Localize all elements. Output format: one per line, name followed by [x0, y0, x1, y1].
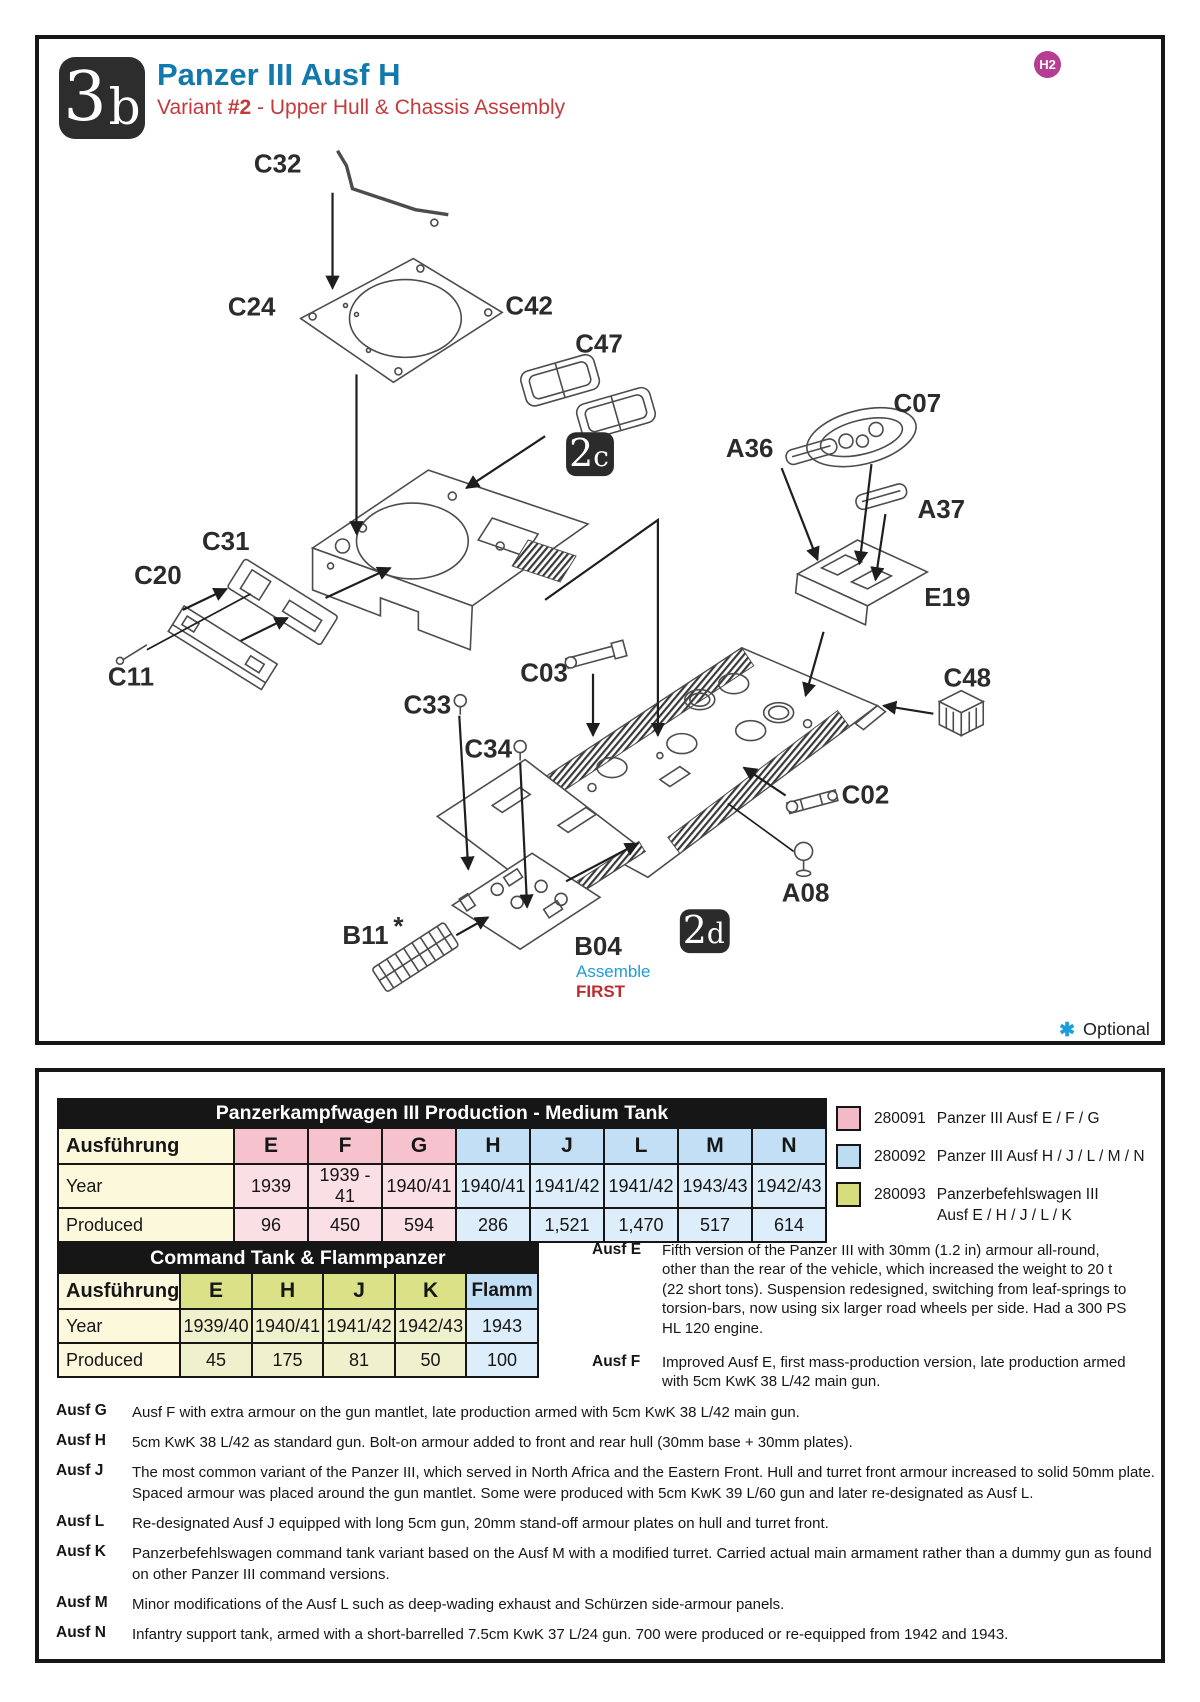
part-c33-art: [454, 695, 466, 715]
part-label-a37: A37: [917, 496, 966, 525]
step-badge-2d: [680, 908, 730, 953]
table-cell: 50: [395, 1343, 467, 1377]
part-label-c32: C32: [253, 150, 302, 179]
legend-swatch-green: [836, 1182, 861, 1207]
legend-swatch-pink: [836, 1106, 861, 1131]
legend-item: 280091 Panzer III Ausf E / F / G: [836, 1106, 1145, 1131]
part-label-c07: C07: [893, 390, 942, 419]
table-cell: 1943/43: [678, 1164, 752, 1208]
part-label-c20: C20: [134, 561, 182, 590]
info-panel: [35, 1068, 1165, 1663]
svg-text:2d: 2d: [682, 908, 725, 953]
exploded-diagram: [39, 39, 1161, 1041]
table-cell: 81: [323, 1343, 395, 1377]
step-badge-2c: [566, 431, 614, 476]
production-table-title: Panzerkampfwagen III Production - Medium Tank: [58, 1099, 826, 1128]
optional-note: Optional: [1083, 1019, 1150, 1040]
table-cell: 286: [456, 1208, 530, 1242]
part-label-a36: A36: [725, 435, 774, 464]
col-header: H: [252, 1273, 324, 1309]
part-label-c34: C34: [464, 735, 513, 764]
table-cell: 1940/41: [456, 1164, 530, 1208]
variant-note: Ausf E Fifth version of the Panzer III with 30mm (1.2 in) armour all-round, other than the rear of the vehicle, which increased the weight to 20 t (22 short tons). Suspension redesigned, switching from leaf-springs to torsion-bars, now using six larger road wheels per side. Had a 300 PS HL 120 engine.: [592, 1241, 1127, 1337]
table-cell: 1939: [234, 1164, 308, 1208]
col-header: Flamm: [466, 1273, 538, 1309]
part-c24-art: [301, 259, 503, 383]
row-label: Produced: [58, 1208, 234, 1242]
col-header: F: [308, 1128, 382, 1164]
part-c20-art: [168, 606, 277, 690]
part-label-c42: C42: [505, 292, 553, 321]
table-cell: 517: [678, 1208, 752, 1242]
variant-note: Ausf H 5cm KwK 38 L/42 as standard gun. Bolt-on armour added to front and rear hull (30mm base + 30mm plates).: [56, 1432, 853, 1451]
variant-note: Ausf G Ausf F with extra armour on the gun mantlet, late production armed with 5cm KwK 38 L/42 main gun.: [56, 1402, 800, 1421]
part-a08-art: [795, 842, 813, 876]
part-label-c02: C02: [841, 781, 890, 810]
table-cell: 1940/41: [252, 1309, 324, 1343]
part-label-c33: C33: [403, 691, 452, 720]
table-cell: 1941/42: [530, 1164, 604, 1208]
svg-text:2c: 2c: [569, 431, 609, 476]
variant-note: Ausf K Panzerbefehlswagen command tank variant based on the Ausf M with a modified turret. Carried actual main armament rather than a dummy gun as found on other Panzer III command versions.: [56, 1543, 1152, 1583]
col-header: G: [382, 1128, 456, 1164]
first-note: FIRST: [576, 982, 626, 1002]
page-corner-badge: H2: [1034, 51, 1061, 78]
part-c42-art: [519, 353, 602, 408]
part-a36-art: [784, 437, 838, 466]
production-table: [57, 1098, 827, 1243]
table-cell: 96: [234, 1208, 308, 1242]
b11-optional-asterisk: *: [393, 913, 404, 942]
kit-legend: [836, 1106, 1145, 1238]
part-label-c11: C11: [107, 663, 155, 692]
row-label: Year: [58, 1309, 180, 1343]
part-c03-art: [563, 640, 626, 671]
part-label-c03: C03: [520, 659, 568, 688]
step-badge-3b: 3 b: [59, 57, 145, 139]
page-subtitle: Variant #2 - Upper Hull & Chassis Assembly: [157, 96, 566, 119]
variant-note: Ausf F Improved Ausf E, first mass-production version, late production armed with 5cm KwK 38 L/42 main gun.: [592, 1353, 1126, 1391]
command-table-title: Command Tank & Flammpanzer: [58, 1244, 538, 1273]
part-label-b11: B11: [342, 922, 389, 951]
col-header: M: [678, 1128, 752, 1164]
assemble-note: Assemble: [576, 962, 651, 982]
col-header: J: [530, 1128, 604, 1164]
legend-item: 280093 Panzerbefehlswagen III Ausf E / H / J / L / K: [836, 1182, 1145, 1225]
table-cell: 1941/42: [323, 1309, 395, 1343]
table-cell: 100: [466, 1343, 538, 1377]
table-cell: 175: [252, 1343, 324, 1377]
part-label-a08: A08: [781, 879, 830, 908]
part-label-b04: B04: [574, 933, 622, 962]
variant-note: Ausf L Re-designated Ausf J equipped with long 5cm gun, 20mm stand-off armour plates on hull and turret front.: [56, 1513, 829, 1532]
table-cell: 450: [308, 1208, 382, 1242]
table-cell: 614: [752, 1208, 826, 1242]
part-c48-art: [939, 691, 983, 736]
col-header: E: [180, 1273, 252, 1309]
table-cell: 1943: [466, 1309, 538, 1343]
optional-asterisk-icon: ✱: [1059, 1020, 1075, 1041]
table-cell: 1,521: [530, 1208, 604, 1242]
table-cell: 1,470: [604, 1208, 678, 1242]
part-label-c47: C47: [575, 330, 623, 359]
row-label: Produced: [58, 1343, 180, 1377]
table-cell: 1942/43: [752, 1164, 826, 1208]
page-title: Panzer III Ausf H: [157, 57, 401, 92]
col-header: J: [323, 1273, 395, 1309]
col-header: H: [456, 1128, 530, 1164]
col-header: K: [395, 1273, 467, 1309]
command-corner-header: Ausführung: [58, 1273, 180, 1309]
table-cell: 594: [382, 1208, 456, 1242]
command-table: [57, 1243, 539, 1378]
part-c32-art: [338, 151, 449, 226]
legend-item: 280092 Panzer III Ausf H / J / L / M / N: [836, 1144, 1145, 1169]
part-label-e19: E19: [924, 583, 971, 612]
table-cell: 1939 - 41: [308, 1164, 382, 1208]
part-label-c31: C31: [201, 527, 250, 556]
col-header: N: [752, 1128, 826, 1164]
col-header: L: [604, 1128, 678, 1164]
part-a37-art: [854, 482, 908, 511]
part-c34-art: [514, 741, 526, 761]
part-chassis-art: [437, 648, 885, 907]
part-label-c48: C48: [943, 664, 992, 693]
part-upper-hull-art: [313, 470, 588, 650]
col-header: E: [234, 1128, 308, 1164]
legend-swatch-blue: [836, 1144, 861, 1169]
variant-note: Ausf J The most common variant of the Panzer III, which served in North Africa and the Eastern Front. Hull and turret front armour increased to solid 50mm plate. Spaced armour was placed around the gun mantlet. Some were produced with 5cm KwK 39 L/60 gun and later re-designated as Ausf L.: [56, 1462, 1155, 1502]
table-cell: 1941/42: [604, 1164, 678, 1208]
table-cell: 1942/43: [395, 1309, 467, 1343]
table-cell: 45: [180, 1343, 252, 1377]
part-c02-art: [785, 789, 838, 814]
table-cell: 1940/41: [382, 1164, 456, 1208]
part-c11-art: [116, 645, 146, 664]
production-corner-header: Ausführung: [58, 1128, 234, 1164]
variant-note: Ausf N Infantry support tank, armed with a short-barrelled 7.5cm KwK 37 L/24 gun. 700 were produced or re-equipped from 1942 and 1943.: [56, 1624, 1009, 1643]
variant-note: Ausf M Minor modifications of the Ausf L such as deep-wading exhaust and Schürzen side-armour panels.: [56, 1594, 785, 1613]
diagram-panel: [35, 35, 1165, 1045]
table-cell: 1939/40: [180, 1309, 252, 1343]
row-label: Year: [58, 1164, 234, 1208]
part-label-c24: C24: [227, 293, 276, 322]
variant-notes-list: [56, 1402, 1162, 1654]
